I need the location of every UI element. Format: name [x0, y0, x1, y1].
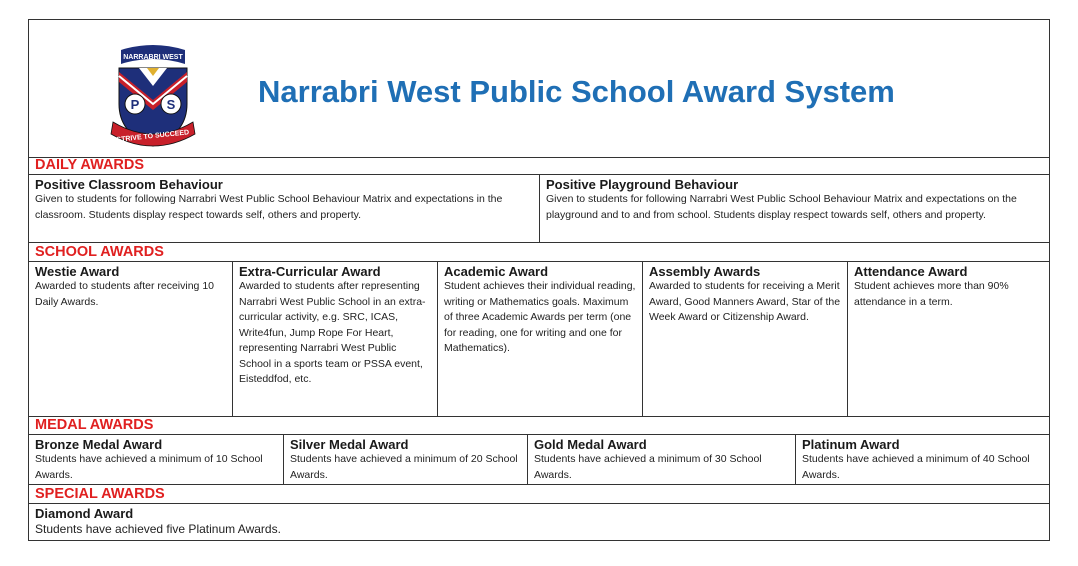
award-title: Positive Playground Behaviour	[546, 177, 739, 192]
award-description: Students have achieved five Platinum Awards.	[35, 522, 281, 536]
award-westie	[29, 262, 232, 416]
award-title: Assembly Awards	[649, 264, 761, 279]
award-title: Academic Award	[444, 264, 549, 279]
award-assembly	[642, 262, 847, 416]
section-heading-special: SPECIAL AWARDS	[29, 485, 1049, 504]
award-description: Student achieves more than 90% attendance in a term.	[854, 280, 1009, 308]
award-description: Awarded to students after receiving 10 Daily Awards.	[35, 280, 214, 308]
award-title: Platinum Award	[802, 437, 900, 452]
award-description: Awarded to students for receiving a Merit Award, Good Manners Award, Star of the Week Award or Citizenship Award.	[649, 280, 841, 323]
award-title: Silver Medal Award	[290, 437, 409, 452]
award-description: Student achieves their individual reading, writing or Mathematics goals. Maximum of three Academic Awards per term (one for reading, one for writing and one for Mathematics).	[444, 280, 636, 354]
award-extra-curricular	[232, 262, 437, 416]
award-description: Given to students for following Narrabri West Public School Behaviour Matrix and expectations in the classroom. Students display respect towards self, others and property.	[35, 193, 503, 221]
award-title: Attendance Award	[854, 264, 968, 279]
award-positive-playground-behaviour	[539, 175, 1049, 242]
award-title: Bronze Medal Award	[35, 437, 163, 452]
award-title: Positive Classroom Behaviour	[35, 177, 223, 192]
section-heading-daily: DAILY AWARDS	[29, 157, 1049, 175]
medal-awards-row	[29, 435, 1049, 485]
award-description: Students have achieved a minimum of 30 School Awards.	[534, 453, 762, 481]
award-description: Students have achieved a minimum of 20 School Awards.	[290, 453, 518, 481]
award-diamond	[29, 504, 1049, 540]
document-header	[29, 20, 1049, 158]
svg-text:S: S	[166, 97, 176, 112]
svg-text:STRIVE TO SUCCEED: STRIVE TO SUCCEED	[116, 129, 190, 144]
daily-awards-row	[29, 175, 1049, 243]
award-description: Students have achieved a minimum of 40 School Awards.	[802, 453, 1030, 481]
award-description: Students have achieved a minimum of 10 School Awards.	[35, 453, 263, 481]
award-title: Extra-Curricular Award	[239, 264, 381, 279]
award-academic	[437, 262, 642, 416]
award-silver-medal	[283, 435, 527, 484]
award-gold-medal	[527, 435, 795, 484]
svg-text:NARRABRI WEST: NARRABRI WEST	[123, 54, 183, 61]
award-positive-classroom-behaviour	[29, 175, 539, 242]
award-attendance	[847, 262, 1049, 416]
award-bronze-medal	[29, 435, 283, 484]
section-heading-medal: MEDAL AWARDS	[29, 417, 1049, 435]
award-title: Gold Medal Award	[534, 437, 647, 452]
award-title: Diamond Award	[35, 506, 134, 521]
school-awards-row	[29, 262, 1049, 417]
section-heading-school: SCHOOL AWARDS	[29, 243, 1049, 262]
school-crest-logo	[99, 42, 207, 150]
award-description: Given to students for following Narrabri West Public School Behaviour Matrix and expectations on the playground and to and from school. Students display respect towards self, others and property.	[546, 193, 1017, 221]
svg-text:P: P	[130, 97, 140, 112]
award-system-document	[28, 19, 1050, 541]
award-title: Westie Award	[35, 264, 120, 279]
special-awards-row	[29, 504, 1049, 540]
page-title: Narrabri West Public School Award System	[258, 74, 895, 109]
award-description: Awarded to students after representing Narrabri West Public School in an extra-curricular activity, e.g. SRC, ICAS, Write4fun, Jump Rope For Heart, representing Narrabri West Public School in a sports team or PSSA event, Eisteddfod, etc.	[239, 280, 426, 385]
award-platinum	[795, 435, 1049, 484]
